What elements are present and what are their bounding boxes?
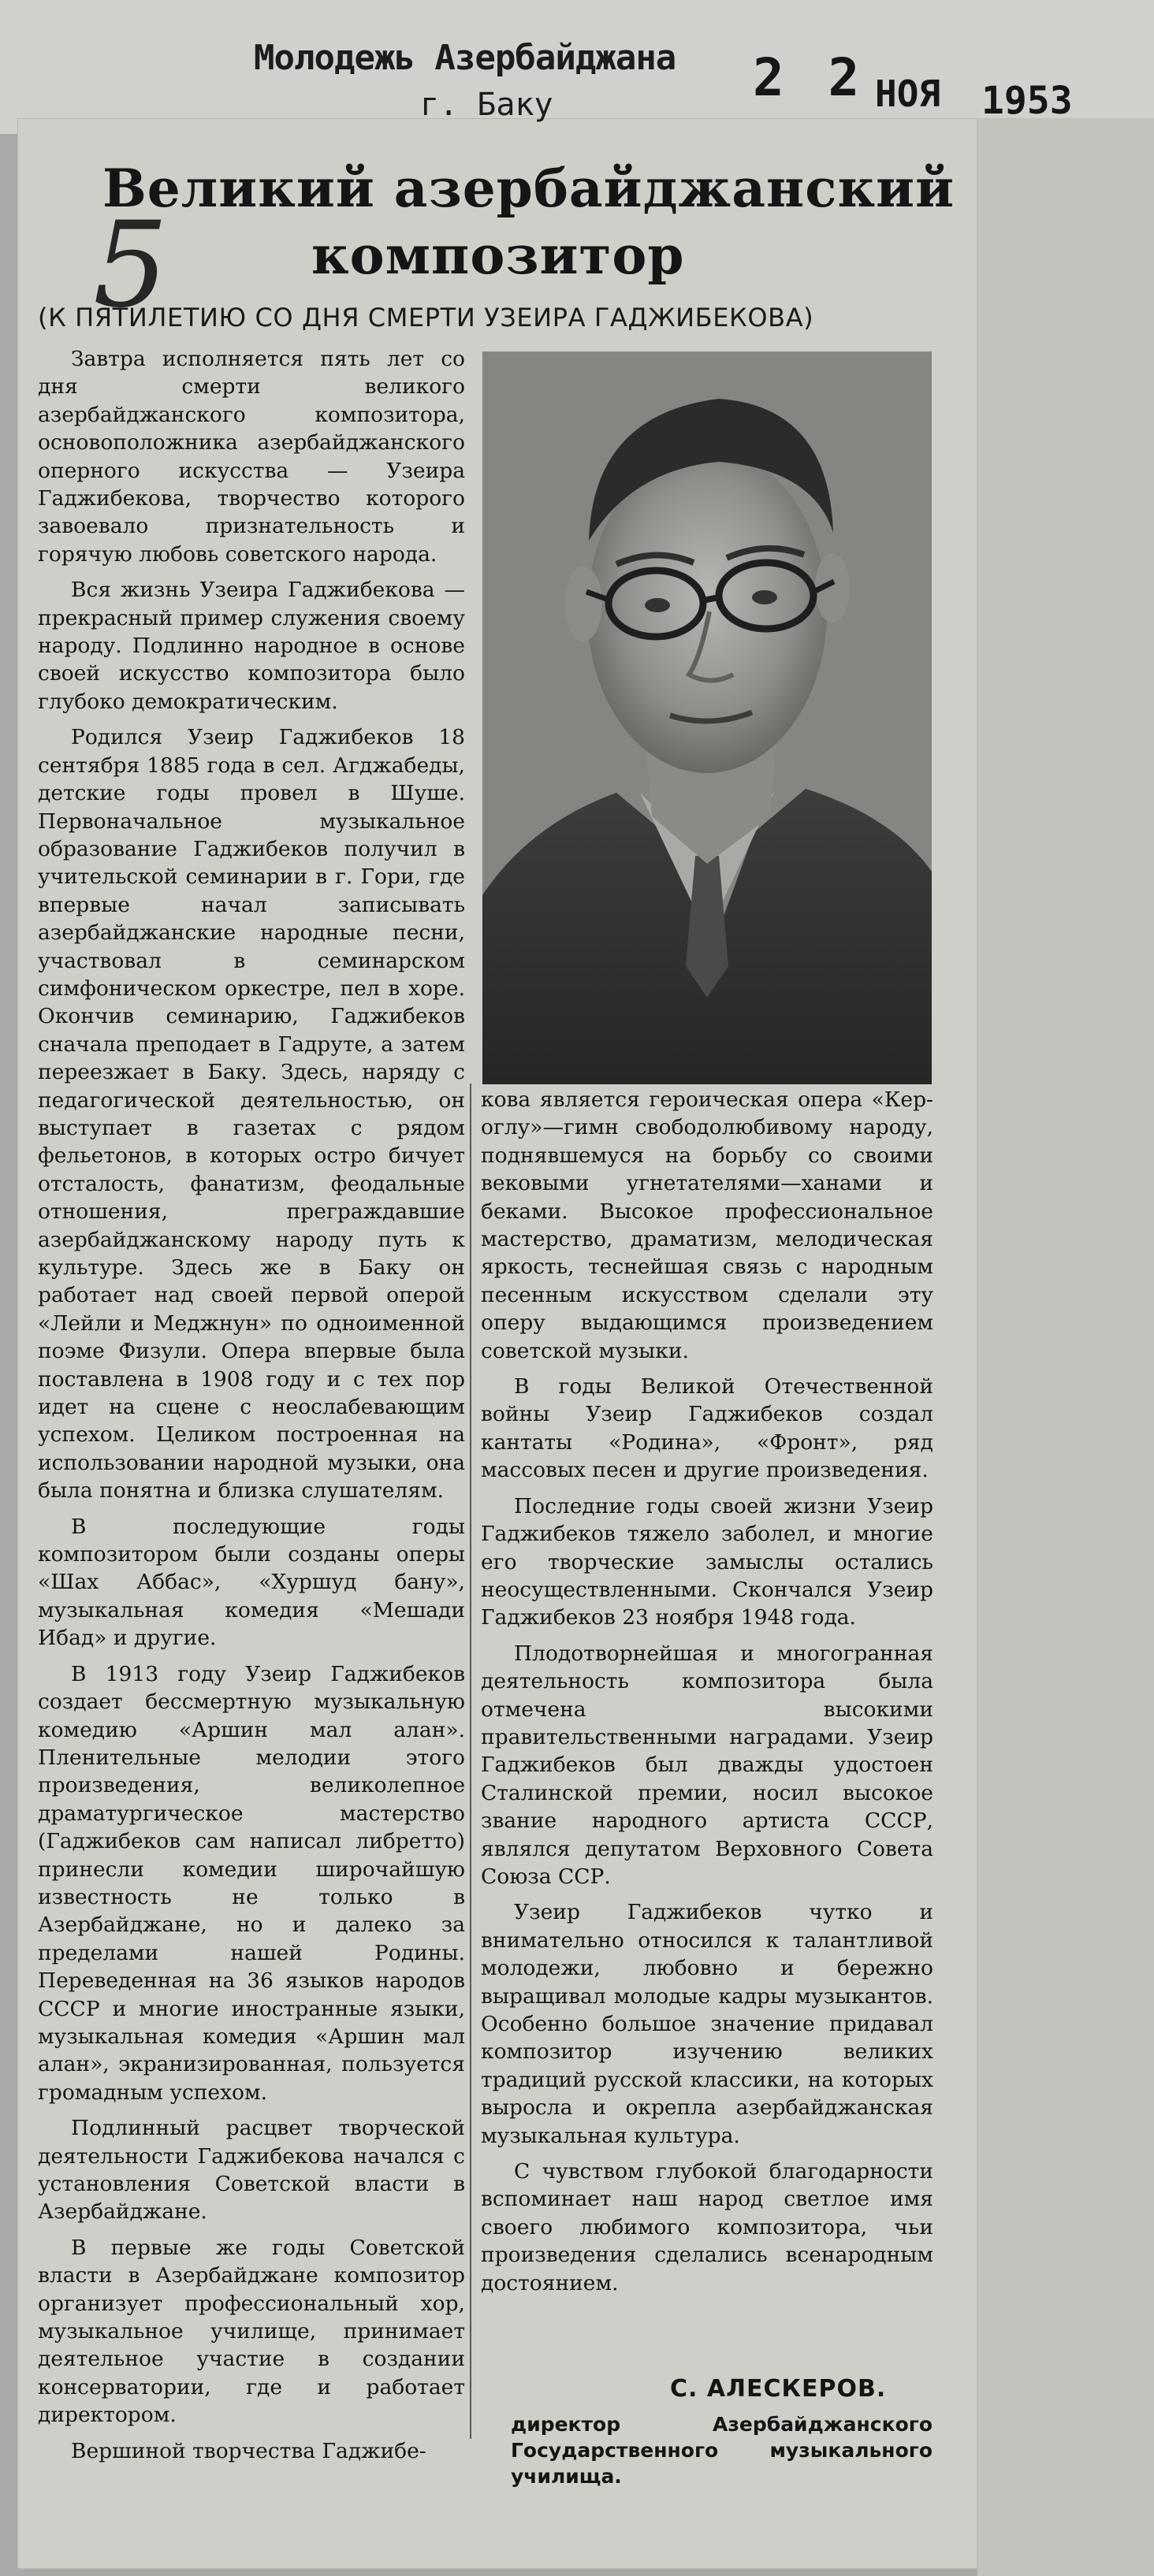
column-divider bbox=[470, 1084, 471, 2439]
date-month-stamp: НОЯ bbox=[875, 72, 941, 115]
source-stamp: Молодежь Азербайджана bbox=[254, 38, 676, 78]
right-column bbox=[481, 1086, 933, 2297]
date-year-stamp: 1953 bbox=[981, 79, 1073, 123]
author-role: директор Азербайджанского Государственного музыкального училища. bbox=[511, 2413, 933, 2488]
portrait-illustration-icon bbox=[482, 351, 932, 1084]
paragraph: С чувством глубокой благодарности вспоминает наш народ светлое имя своего любимого композитора, чьи произведения сделались всенародным достоянием. bbox=[481, 2159, 933, 2295]
handwritten-number-mark: 5 bbox=[93, 197, 169, 334]
author-signature: С. АЛЕСКЕРОВ. bbox=[670, 2375, 887, 2403]
article-subtitle: (К ПЯТИЛЕТИЮ СО ДНЯ СМЕРТИ УЗЕИРА ГАДЖИБЕКОВА) bbox=[38, 303, 814, 333]
date-day-stamp: 2 2 bbox=[753, 47, 866, 108]
article-title-line-1: Великий азербайджанский bbox=[102, 158, 955, 219]
city-stamp: г. Баку bbox=[420, 87, 553, 123]
paragraph: В последующие годы композитором были созданы оперы «Шах Аббас», «Хуршуд бану», музыкальная комедия «Мешади Ибад» и другие. bbox=[38, 1514, 465, 1651]
adjacent-column-edge bbox=[977, 118, 1154, 2576]
paragraph: Завтра исполняется пять лет со дня смерти великого азербайджанского композитора, основоположника азербайджанского оперного искусства — Узеира Гаджибекова, творчество которого завоевало признательность и горячую любовь советского народа. bbox=[38, 347, 465, 567]
paragraph: В 1913 году Узеир Гаджибеков создает бессмертную музыкальную комедию «Аршин мал алан». Пленительные мелодии этого произведения, великолепное драматургическое мастерство (Гаджибеков сам написал либретто) принесли комедии широчайшую известность не только в Азербайджане, но и далеко за пределами нашей Родины. Переведенная на 36 языков народов СССР и многие иностранные языки, музыкальная комедия «Аршин мал алан», экранизированная, пользуется громадным успехом. bbox=[38, 1661, 465, 2105]
paragraph: Вершиной творчества Гаджибе- bbox=[71, 2438, 426, 2463]
left-column-upper bbox=[38, 345, 465, 2465]
article-title-line-2: композитор bbox=[311, 225, 685, 286]
paragraph: Подлинный расцвет творческой деятельности Гаджибекова начался с установления Советской власти в Азербайджане. bbox=[38, 2116, 465, 2225]
paragraph: В первые же годы Советской власти в Азербайджане композитор организует профессиональный хор, музыкальное училище, принимает деятельное участие в создании консерватории, где и работает директором. bbox=[38, 2235, 465, 2428]
paragraph: Родился Узеир Гаджибеков 18 сентября 1885 года в сел. Агджабеды, детские годы провел в Шуше. Первоначальное музыкальное образование Гаджибеков получил в учительской семинарии в г. Гори, где впервые начал записывать азербайджанские народные песни, участвовал в семинарском симфоническом оркестре, пел в хоре. Окончив семинарию, Гаджибеков сначала преподает в Гадруте, а затем переезжает в Баку. Здесь, наряду с педагогической деятельностью, он выступает в газетах с рядом фельетонов, в которых остро бичует отсталость, фанатизм, феодальные отношения, преграждавшие азербайджанскому народу путь к культуре. Здесь же в Баку он работает над своей первой оперой «Лейли и Меджнун» по одноименной поэме Физули. Опера впервые была поставлена в 1908 году и с тех пор идет на сцене с неослабевающим успехом. Целиком построенная на использовании народной музыки, она была понятна и близка слушателям. bbox=[38, 725, 465, 1504]
paragraph: Узеир Гаджибеков чутко и внимательно относился к талантливой молодежи, любовно и бережно выращивал молодые кадры музыкантов. Особенно большое значение придавал композитор изучению великих традиций русской классики, на которых выросла и окрепла азербайджанская музыкальная культура. bbox=[481, 1900, 933, 2148]
portrait-photo bbox=[482, 351, 932, 1084]
paragraph: Вся жизнь Узеира Гаджибекова —прекрасный пример служения своему народу. Подлинно народное в основе своей искусство композитора было глубоко демократическим. bbox=[38, 578, 465, 714]
paragraph: Плодотворнейшая и многогранная деятельность композитора была отмечена высокими правительственными наградами. Узеир Гаджибеков был дважды удостоен Сталинской премии, носил высокое звание народного артиста СССР, являлся депутатом Верховного Совета Союза ССР. bbox=[481, 1641, 933, 1889]
paragraph: В годы Великой Отечественной войны Узеир Гаджибеков создал кантаты «Родина», «Фронт», ряд массовых песен и другие произведения. bbox=[481, 1374, 933, 1483]
paragraph: Последние годы своей жизни Узеир Гаджибеков тяжело заболел, и многие его творческие замыслы остались неосуществленными. Скончался Узеир Гаджибеков 23 ноября 1948 года. bbox=[481, 1493, 933, 1630]
paragraph: кова является героическая опера «Кер-оглу»—гимн свободолюбивому народу, поднявшемуся на борьбу со своими вековыми угнетателями—ханами и беками. Высокое профессиональное мастерство, драматизм, мелодическая яркость, теснейшая связь с народным песенным искусством сделали эту оперу выдающимся произведением советской музыки. bbox=[481, 1087, 933, 1363]
